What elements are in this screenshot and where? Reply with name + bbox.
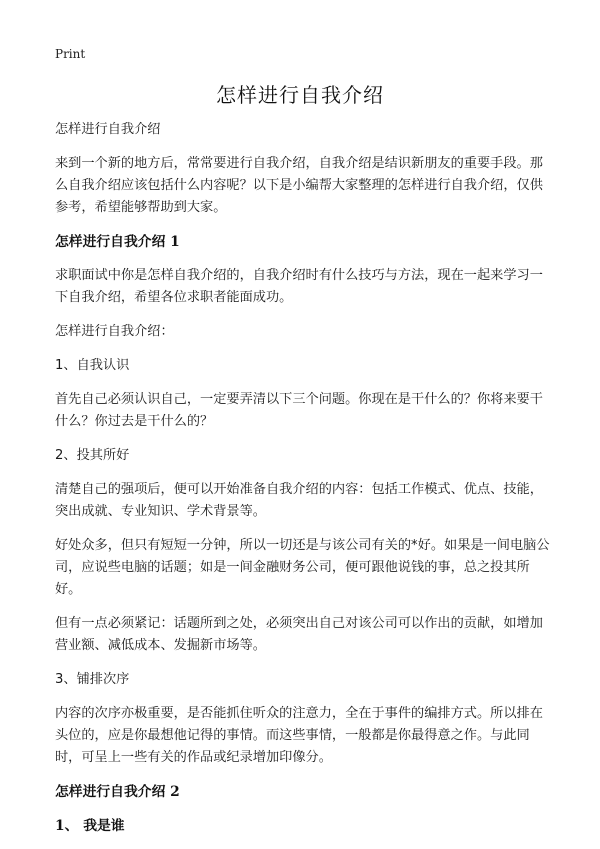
point-1-body: 首先自己必须认识自己，一定要弄清以下三个问题。你现在是干什么的？你将来要干什么？你过去是干什么的？ [55,392,543,429]
print-link[interactable]: Print [55,47,86,61]
point-2-body-c: 但有一点必须紧记：话题所到之处，必须突出自己对该公司可以作出的贡献，如增加营业额、减低成本、发掘新市场等。 [55,616,543,653]
point-3-title: 3、铺排次序 [55,672,130,687]
point-1-title: 1、自我认识 [55,358,130,373]
page-title: 怎样进行自我介绍 [216,83,384,107]
section-heading-1: 怎样进行自我介绍 1 [55,234,180,250]
intro-paragraph: 来到一个新的地方后，常常要进行自我介绍，自我介绍是结识新朋友的重要手段。那么自我介绍应该包括什么内容呢？以下是小编帮大家整理的怎样进行自我介绍，仅供参考，希望能够帮助到大家。 [55,156,543,215]
section-heading-2: 怎样进行自我介绍 2 [55,784,180,800]
document-body [55,119,555,849]
point-3-body: 内容的次序亦极重要，是否能抓住听众的注意力，全在于事件的编排方式。所以排在头位的，应是你最想他记得的事情。而这些事情，一般都是你最得意之作。与此同时，可呈上一些有关的作品或纪录增加印像分。 [55,706,543,765]
section-1-intro: 求职面试中你是怎样自我介绍的，自我介绍时有什么技巧与方法，现在一起来学习一下自我介绍，希望各位求职者能面成功。 [55,268,543,305]
point-2-title: 2、投其所好 [55,448,130,463]
section-2-point-1: 1、 我是谁 [55,818,125,834]
point-2-body-a: 清楚自己的强项后，便可以开始准备自我介绍的内容：包括工作模式、优点、技能，突出成就、专业知识、学术背景等。 [55,482,543,519]
subtitle-text: 怎样进行自我介绍 [55,122,161,137]
section-1-lead: 怎样进行自我介绍： [55,324,174,339]
point-2-body-b: 好处众多，但只有短短一分钟，所以一切还是与该公司有关的*好。如果是一间电脑公司，应说些电脑的话题；如是一间金融财务公司，便可跟他说钱的事，总之投其所好。 [55,538,550,597]
